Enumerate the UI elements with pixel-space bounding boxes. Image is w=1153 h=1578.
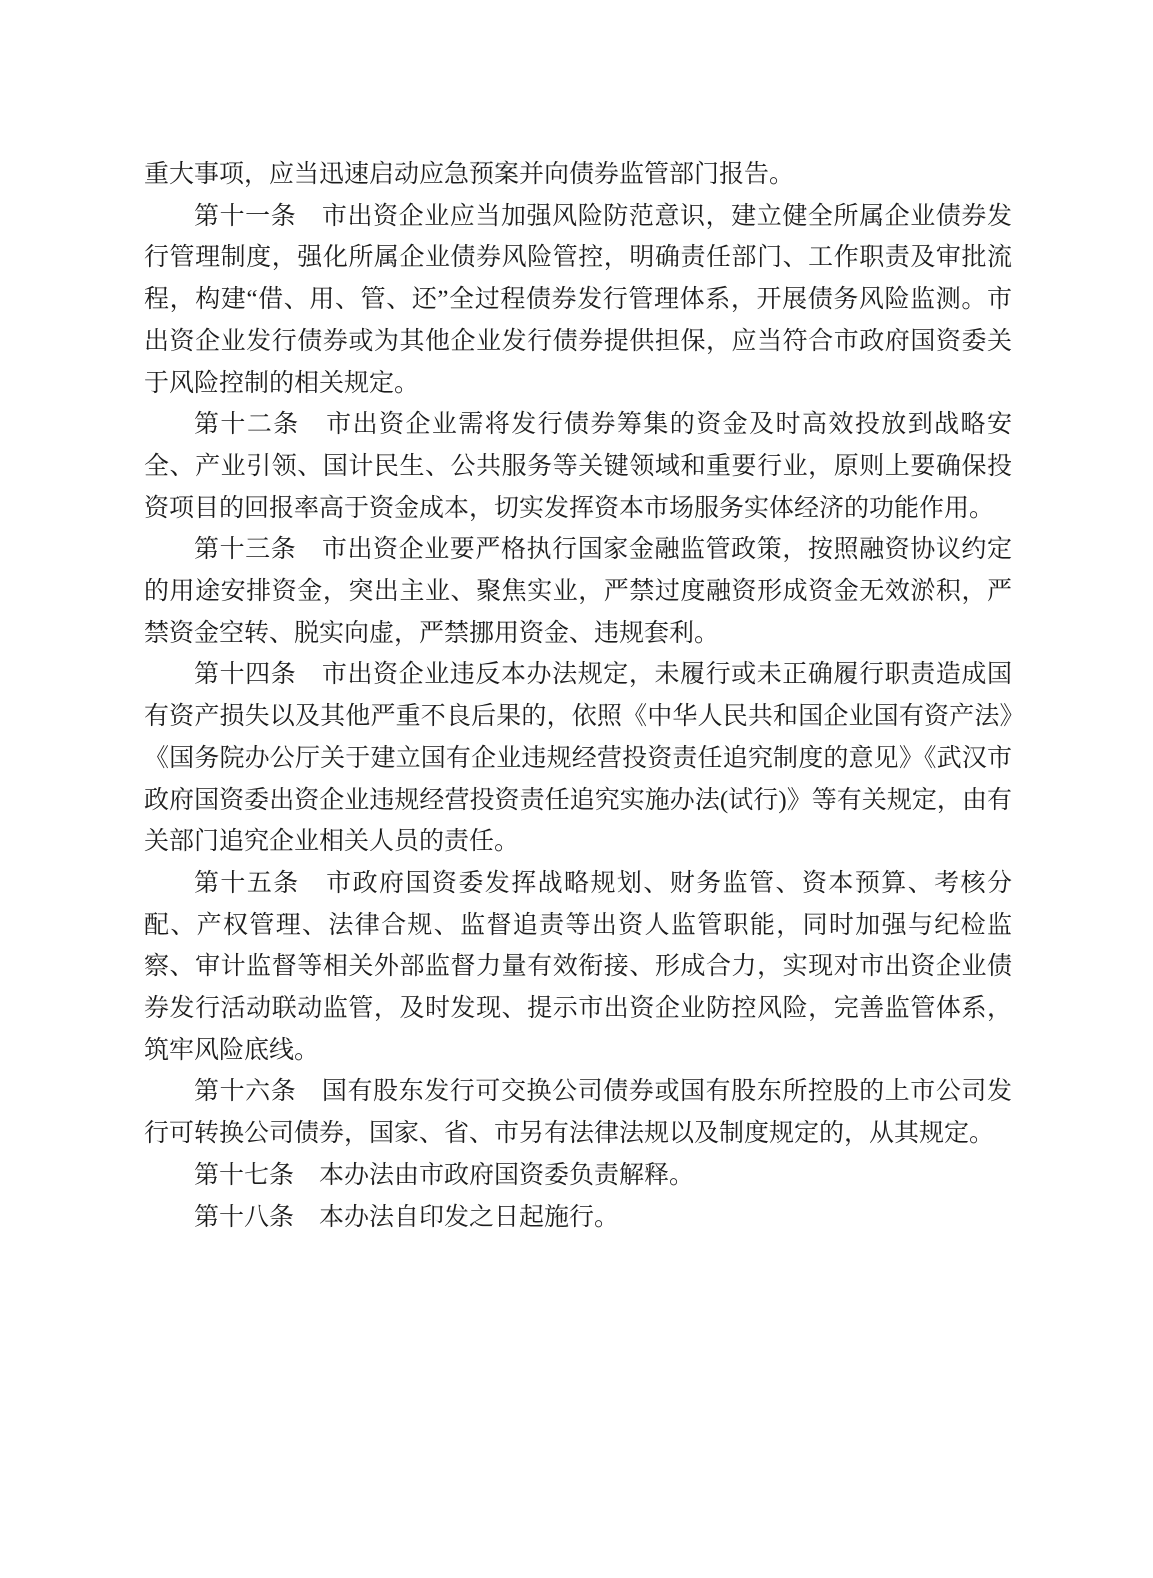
document-paragraph-article-17: 第十七条 本办法由市政府国资委负责解释。	[194, 1161, 695, 1189]
document-body	[144, 154, 1012, 1238]
document-paragraph-article-15: 第十五条 市政府国资委发挥战略规划、财务监管、资本预算、考核分配、产权管理、法律合规、监督追责等出资人监管职能，同时加强与纪检监察、审计监督等相关外部监督力量有效衔接、形成合力，实现对市出资企业债券发行活动联动监管，及时发现、提示市出资企业防控风险，完善监管体系，筑牢风险底线。	[144, 869, 1012, 1064]
document-paragraph-article-11: 第十一条 市出资企业应当加强风险防范意识，建立健全所属企业债券发行管理制度，强化所属企业债券风险管控，明确责任部门、工作职责及审批流程，构建“借、用、管、还”全过程债券发行管理体系，开展债务风险监测。市出资企业发行债券或为其他企业发行债券提供担保，应当符合市政府国资委关于风险控制的相关规定。	[144, 202, 1012, 397]
document-paragraph-article-16: 第十六条 国有股东发行可交换公司债券或国有股东所控股的上市公司发行可转换公司债券，国家、省、市另有法律法规以及制度规定的，从其规定。	[144, 1078, 1012, 1148]
document-paragraph-article-14: 第十四条 市出资企业违反本办法规定，未履行或未正确履行职责造成国有资产损失以及其他严重不良后果的，依照《中华人民共和国企业国有资产法》《国务院办公厅关于建立国有企业违规经营投资责任追究制度的意见》《武汉市政府国资委出资企业违规经营投资责任追究实施办法(试行)》等有关规定，由有关部门追究企业相关人员的责任。	[144, 661, 1012, 856]
document-paragraph-article-12: 第十二条 市出资企业需将发行债券筹集的资金及时高效投放到战略安全、产业引领、国计民生、公共服务等关键领域和重要行业，原则上要确保投资项目的回报率高于资金成本，切实发挥资本市场服务实体经济的功能作用。	[144, 411, 1012, 522]
document-paragraph-article-13: 第十三条 市出资企业要严格执行国家金融监管政策，按照融资协议约定的用途安排资金，突出主业、聚焦实业，严禁过度融资形成资金无效淤积，严禁资金空转、脱实向虚，严禁挪用资金、违规套利。	[144, 536, 1012, 647]
document-paragraph-article-18: 第十八条 本办法自印发之日起施行。	[194, 1203, 620, 1231]
document-paragraph-continuation-from-previous-page: 重大事项，应当迅速启动应急预案并向债券监管部门报告。	[144, 161, 795, 188]
